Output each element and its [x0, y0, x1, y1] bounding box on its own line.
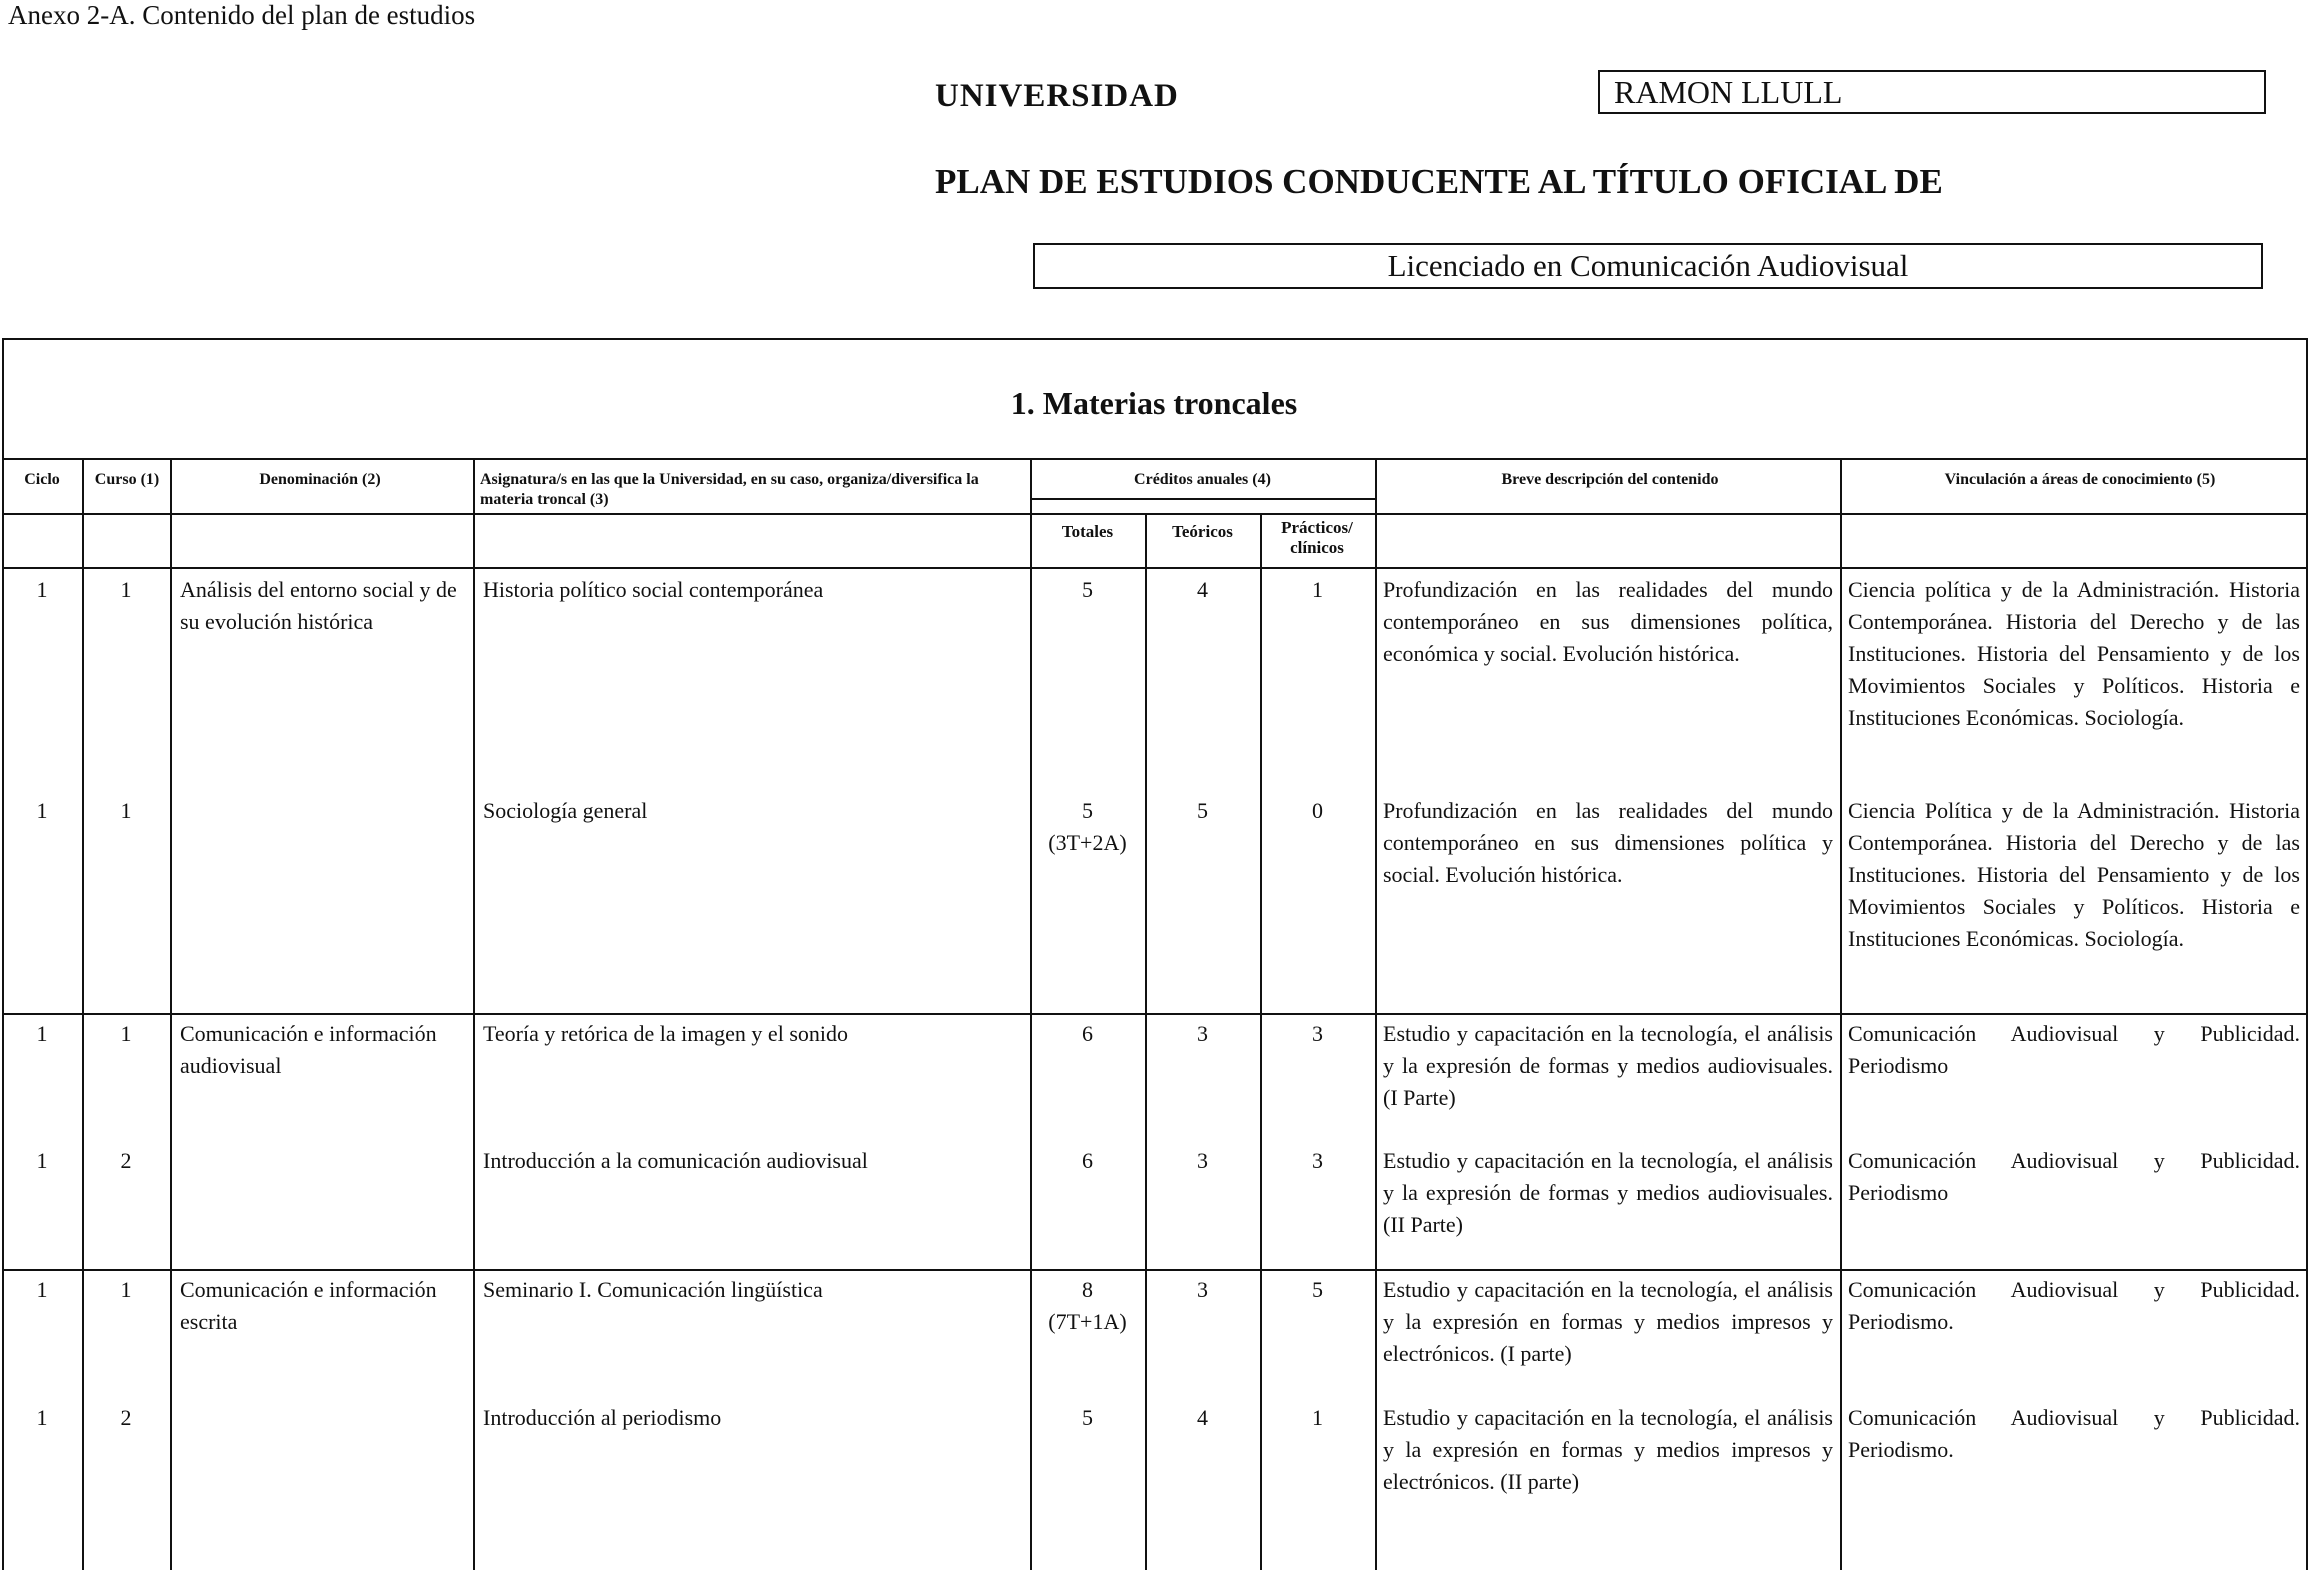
table-row-cell: Estudio y capacitación en la tecnología, el análisis y la expresión de formas y medios audiovisuales. (I Parte): [1383, 1021, 1833, 1110]
table-row-cell: Teoría y retórica de la imagen y el sonido: [483, 1021, 848, 1046]
table-row-cell: Ciencia Política y de la Administración. Historia Contemporánea. Historia del Derecho y de las Instituciones. Historia del Pensamiento y de los Movimientos Sociales y Políticos. Historia e Instituciones Económicas. Sociología.: [1848, 798, 2300, 951]
table-row-cell: 3: [1197, 1277, 1208, 1302]
table-row-cell: 5: [1082, 1405, 1093, 1430]
table-row-cell: (7T+1A): [1048, 1309, 1127, 1334]
table-row-cell: Profundización en las realidades del mundo contemporáneo en sus dimensiones política y social. Evolución histórica.: [1383, 798, 1833, 887]
table-row-cell: 5: [1082, 577, 1093, 602]
header-denominacion: Denominación (2): [259, 471, 381, 488]
table-row-cell: Historia político social contemporánea: [483, 577, 824, 602]
header-creditos: Créditos anuales (4): [1134, 471, 1271, 488]
table-row-cell: Sociología general: [483, 798, 648, 823]
table-row-cell: 6: [1082, 1148, 1093, 1173]
header-descripcion: Breve descripción del contenido: [1501, 471, 1719, 488]
table-row-cell: Profundización en las realidades del mundo contemporáneo en sus dimensiones política, económica y social. Evolución histórica.: [1383, 577, 1833, 666]
table-row-cell: 1: [36, 798, 48, 823]
header-practicos: Prácticos/ clínicos: [1281, 518, 1353, 557]
header-mid-rule: [2, 513, 2308, 515]
group-rule-2: [2, 1269, 2308, 1271]
plan-title: PLAN DE ESTUDIOS CONDUCENTE AL TÍTULO OFICIAL DE: [935, 162, 1943, 201]
table-row-cell: 8: [1082, 1277, 1093, 1302]
header-asignaturas: Asignatura/s en las que la Universidad, en su caso, organiza/diversifica la materia troncal (3): [480, 471, 979, 508]
table-row-cell: 1: [120, 1277, 132, 1302]
table-row-cell: Estudio y capacitación en la tecnología, el análisis y la expresión en formas y medios impresos y electrónicos. (II parte): [1383, 1405, 1833, 1494]
table-row-cell: Introducción a la comunicación audiovisual: [483, 1148, 868, 1173]
header-bottom-rule: [2, 567, 2308, 569]
table-row-cell: Análisis del entorno social y de su evolución histórica: [180, 577, 457, 634]
table-row-cell: 1: [120, 1021, 132, 1046]
table-row-cell: 2: [120, 1405, 132, 1430]
table-row-cell: 1: [120, 577, 132, 602]
table-row-cell: 4: [1197, 577, 1208, 602]
table-row-cell: Seminario I. Comunicación lingüística: [483, 1277, 823, 1302]
table-row-cell: 1: [1312, 577, 1323, 602]
table-row-cell: Comunicación e información escrita: [180, 1277, 437, 1334]
col-rule-practicos: [1375, 458, 1377, 1570]
table-row-cell: Comunicación Audiovisual y Publicidad. Periodismo: [1848, 1148, 2300, 1205]
annex-title: Anexo 2-A. Contenido del plan de estudios: [8, 0, 476, 30]
table-row-cell: Comunicación Audiovisual y Publicidad. Periodismo: [1848, 1021, 2300, 1078]
table-row-cell: 3: [1197, 1148, 1208, 1173]
header-ciclo: Ciclo: [24, 471, 60, 488]
table-row-cell: 1: [1312, 1405, 1323, 1430]
table-row-cell: 5: [1197, 798, 1208, 823]
table-row-cell: (3T+2A): [1048, 830, 1127, 855]
university-label: UNIVERSIDAD: [935, 78, 1179, 114]
table-row-cell: 5: [1312, 1277, 1323, 1302]
table-row-cell: 2: [120, 1148, 132, 1173]
header-top-rule: [2, 458, 2308, 460]
table-row-cell: 4: [1197, 1405, 1208, 1430]
table-row-cell: 3: [1312, 1021, 1323, 1046]
table-row-cell: 1: [36, 577, 48, 602]
table-row-cell: 1: [36, 1277, 48, 1302]
header-totales: Totales: [1061, 522, 1114, 541]
col-rule-denominacion: [473, 458, 475, 1570]
table-row-cell: Estudio y capacitación en la tecnología, el análisis y la expresión en formas y medios impresos y electrónicos. (I parte): [1383, 1277, 1833, 1366]
table-row-cell: 3: [1312, 1148, 1323, 1173]
table-row-cell: 1: [36, 1021, 48, 1046]
table-row-cell: Introducción al periodismo: [483, 1405, 722, 1430]
university-name-field: RAMON LLULL: [1598, 70, 2266, 114]
table-row-cell: 5: [1082, 798, 1093, 823]
table-row-cell: 1: [36, 1148, 48, 1173]
table-row-cell: 1: [120, 798, 132, 823]
group-rule-1: [2, 1013, 2308, 1015]
section-title: 1. Materias troncales: [1010, 385, 1298, 421]
col-rule-descripcion: [1840, 458, 1842, 1570]
table-row-cell: Estudio y capacitación en la tecnología, el análisis y la expresión de formas y medios audiovisuales. (II Parte): [1383, 1148, 1833, 1237]
table-row-cell: 0: [1312, 798, 1323, 823]
header-vinculacion: Vinculación a áreas de conocimiento (5): [1944, 471, 2216, 488]
table-row-cell: Comunicación e información audiovisual: [180, 1021, 437, 1078]
header-teoricos: Teóricos: [1172, 522, 1233, 541]
table-row-cell: Comunicación Audiovisual y Publicidad. Periodismo.: [1848, 1405, 2300, 1462]
col-rule-curso: [170, 458, 172, 1570]
credits-sub-rule: [1030, 498, 1375, 500]
table-row-cell: 1: [36, 1405, 48, 1430]
table-row-cell: 3: [1197, 1021, 1208, 1046]
table-row-cell: Ciencia política y de la Administración. Historia Contemporánea. Historia del Derecho y de las Instituciones. Historia del Pensamiento y de los Movimientos Sociales y Políticos. Historia e Instituciones Económicas. Sociología.: [1848, 577, 2300, 730]
header-curso: Curso (1): [94, 471, 160, 488]
table-row-cell: 6: [1082, 1021, 1093, 1046]
table-row-cell: Comunicación Audiovisual y Publicidad. Periodismo.: [1848, 1277, 2300, 1334]
degree-field: Licenciado en Comunicación Audiovisual: [1033, 243, 2263, 289]
